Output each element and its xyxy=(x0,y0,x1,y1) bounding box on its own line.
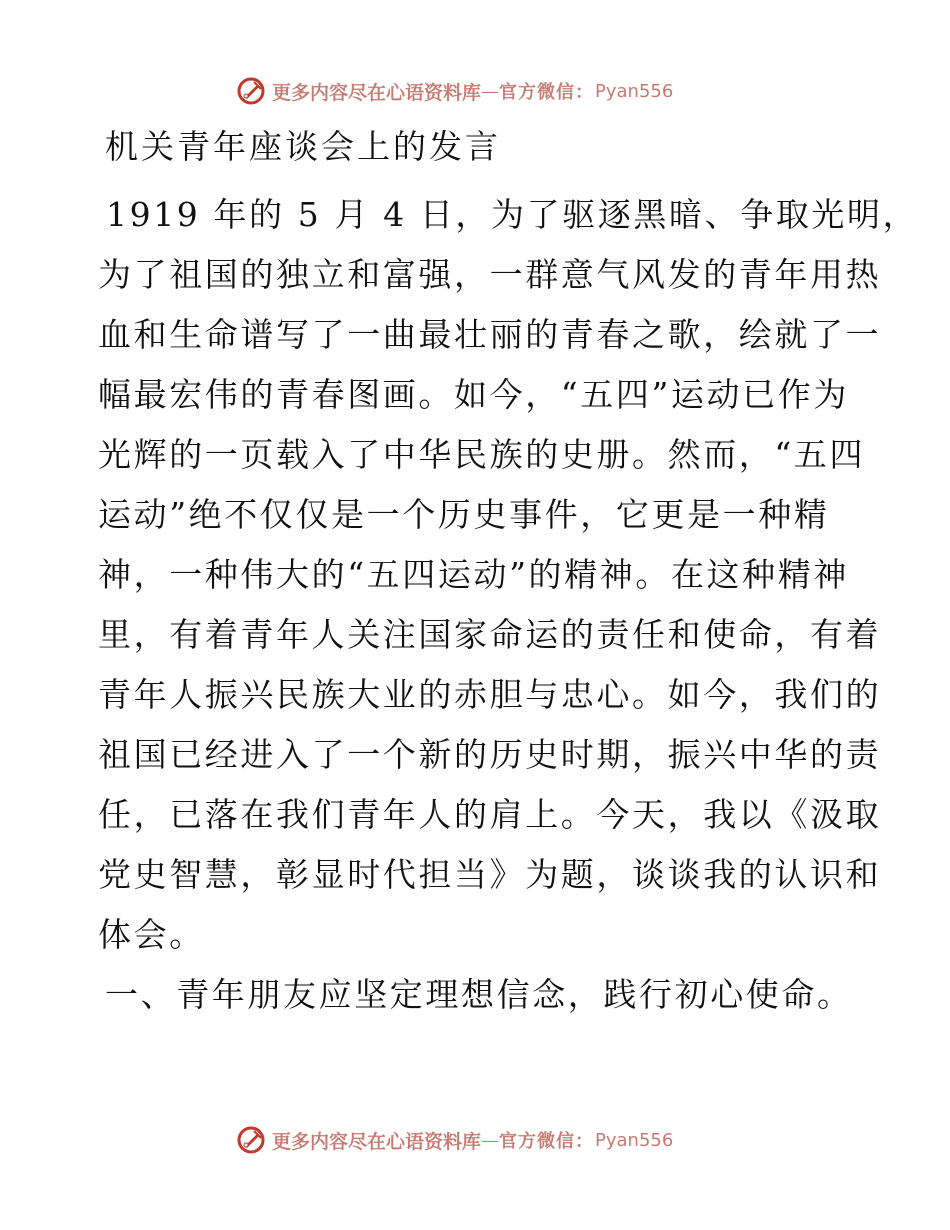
document-paragraph xyxy=(98,185,919,965)
paragraph-line: 为了祖国的独立和富强，一群意气风发的青年用热 xyxy=(98,255,882,294)
watermark-sub-text: 官方微信： xyxy=(499,82,595,103)
watermark-wechat-id: Pyan556 xyxy=(595,1129,674,1151)
watermark-dash: — xyxy=(481,80,500,102)
paragraph-line: 体会。 xyxy=(98,915,205,954)
paragraph-line: 党史智慧，彰显时代担当》为题，谈谈我的认识和 xyxy=(98,855,882,894)
quill-logo-icon xyxy=(236,76,266,106)
watermark-wechat-id: Pyan556 xyxy=(595,80,674,102)
paragraph-line: 光辉的一页载入了中华民族的史册。然而，“五四 xyxy=(98,435,866,474)
paragraph-line: 血和生命谱写了一曲最壮丽的青春之歌，绘就了一 xyxy=(98,315,882,354)
watermark-sub-text: 官方微信： xyxy=(499,1131,595,1152)
paragraph-line: 青年人振兴民族大业的赤胆与忠心。如今，我们的 xyxy=(98,675,882,714)
paragraph-line: 幅最宏伟的青春图画。如今，“五四”运动已作为 xyxy=(98,375,849,414)
paragraph-line: 任，已落在我们青年人的肩上。今天，我以《汲取 xyxy=(98,795,882,834)
header-watermark xyxy=(236,74,756,108)
paragraph-line: 运动”绝不仅仅是一个历史事件，它更是一种精 xyxy=(98,495,830,534)
paragraph-line: 神，一种伟大的“五四运动”的精神。在这种精神 xyxy=(98,555,849,594)
paragraph-line: 祖国已经进入了一个新的历史时期，振兴中华的责 xyxy=(98,735,882,774)
document-title: 机关青年座谈会上的发言 xyxy=(105,127,501,166)
quill-logo-icon xyxy=(236,1125,266,1155)
watermark-main-text: 更多内容尽在心语资料库 xyxy=(272,1130,482,1153)
paragraph-line: 1919 年的 5 月 4 日，为了驱逐黑暗、争取光明， xyxy=(106,195,919,234)
footer-watermark xyxy=(236,1123,756,1157)
paragraph-line: 里，有着青年人关注国家命运的责任和使命，有着 xyxy=(98,615,882,654)
watermark-dash: — xyxy=(481,1129,500,1151)
watermark-main-text: 更多内容尽在心语资料库 xyxy=(272,81,482,104)
section-heading: 一、青年朋友应坚定理想信念，践行初心使命。 xyxy=(105,975,853,1014)
